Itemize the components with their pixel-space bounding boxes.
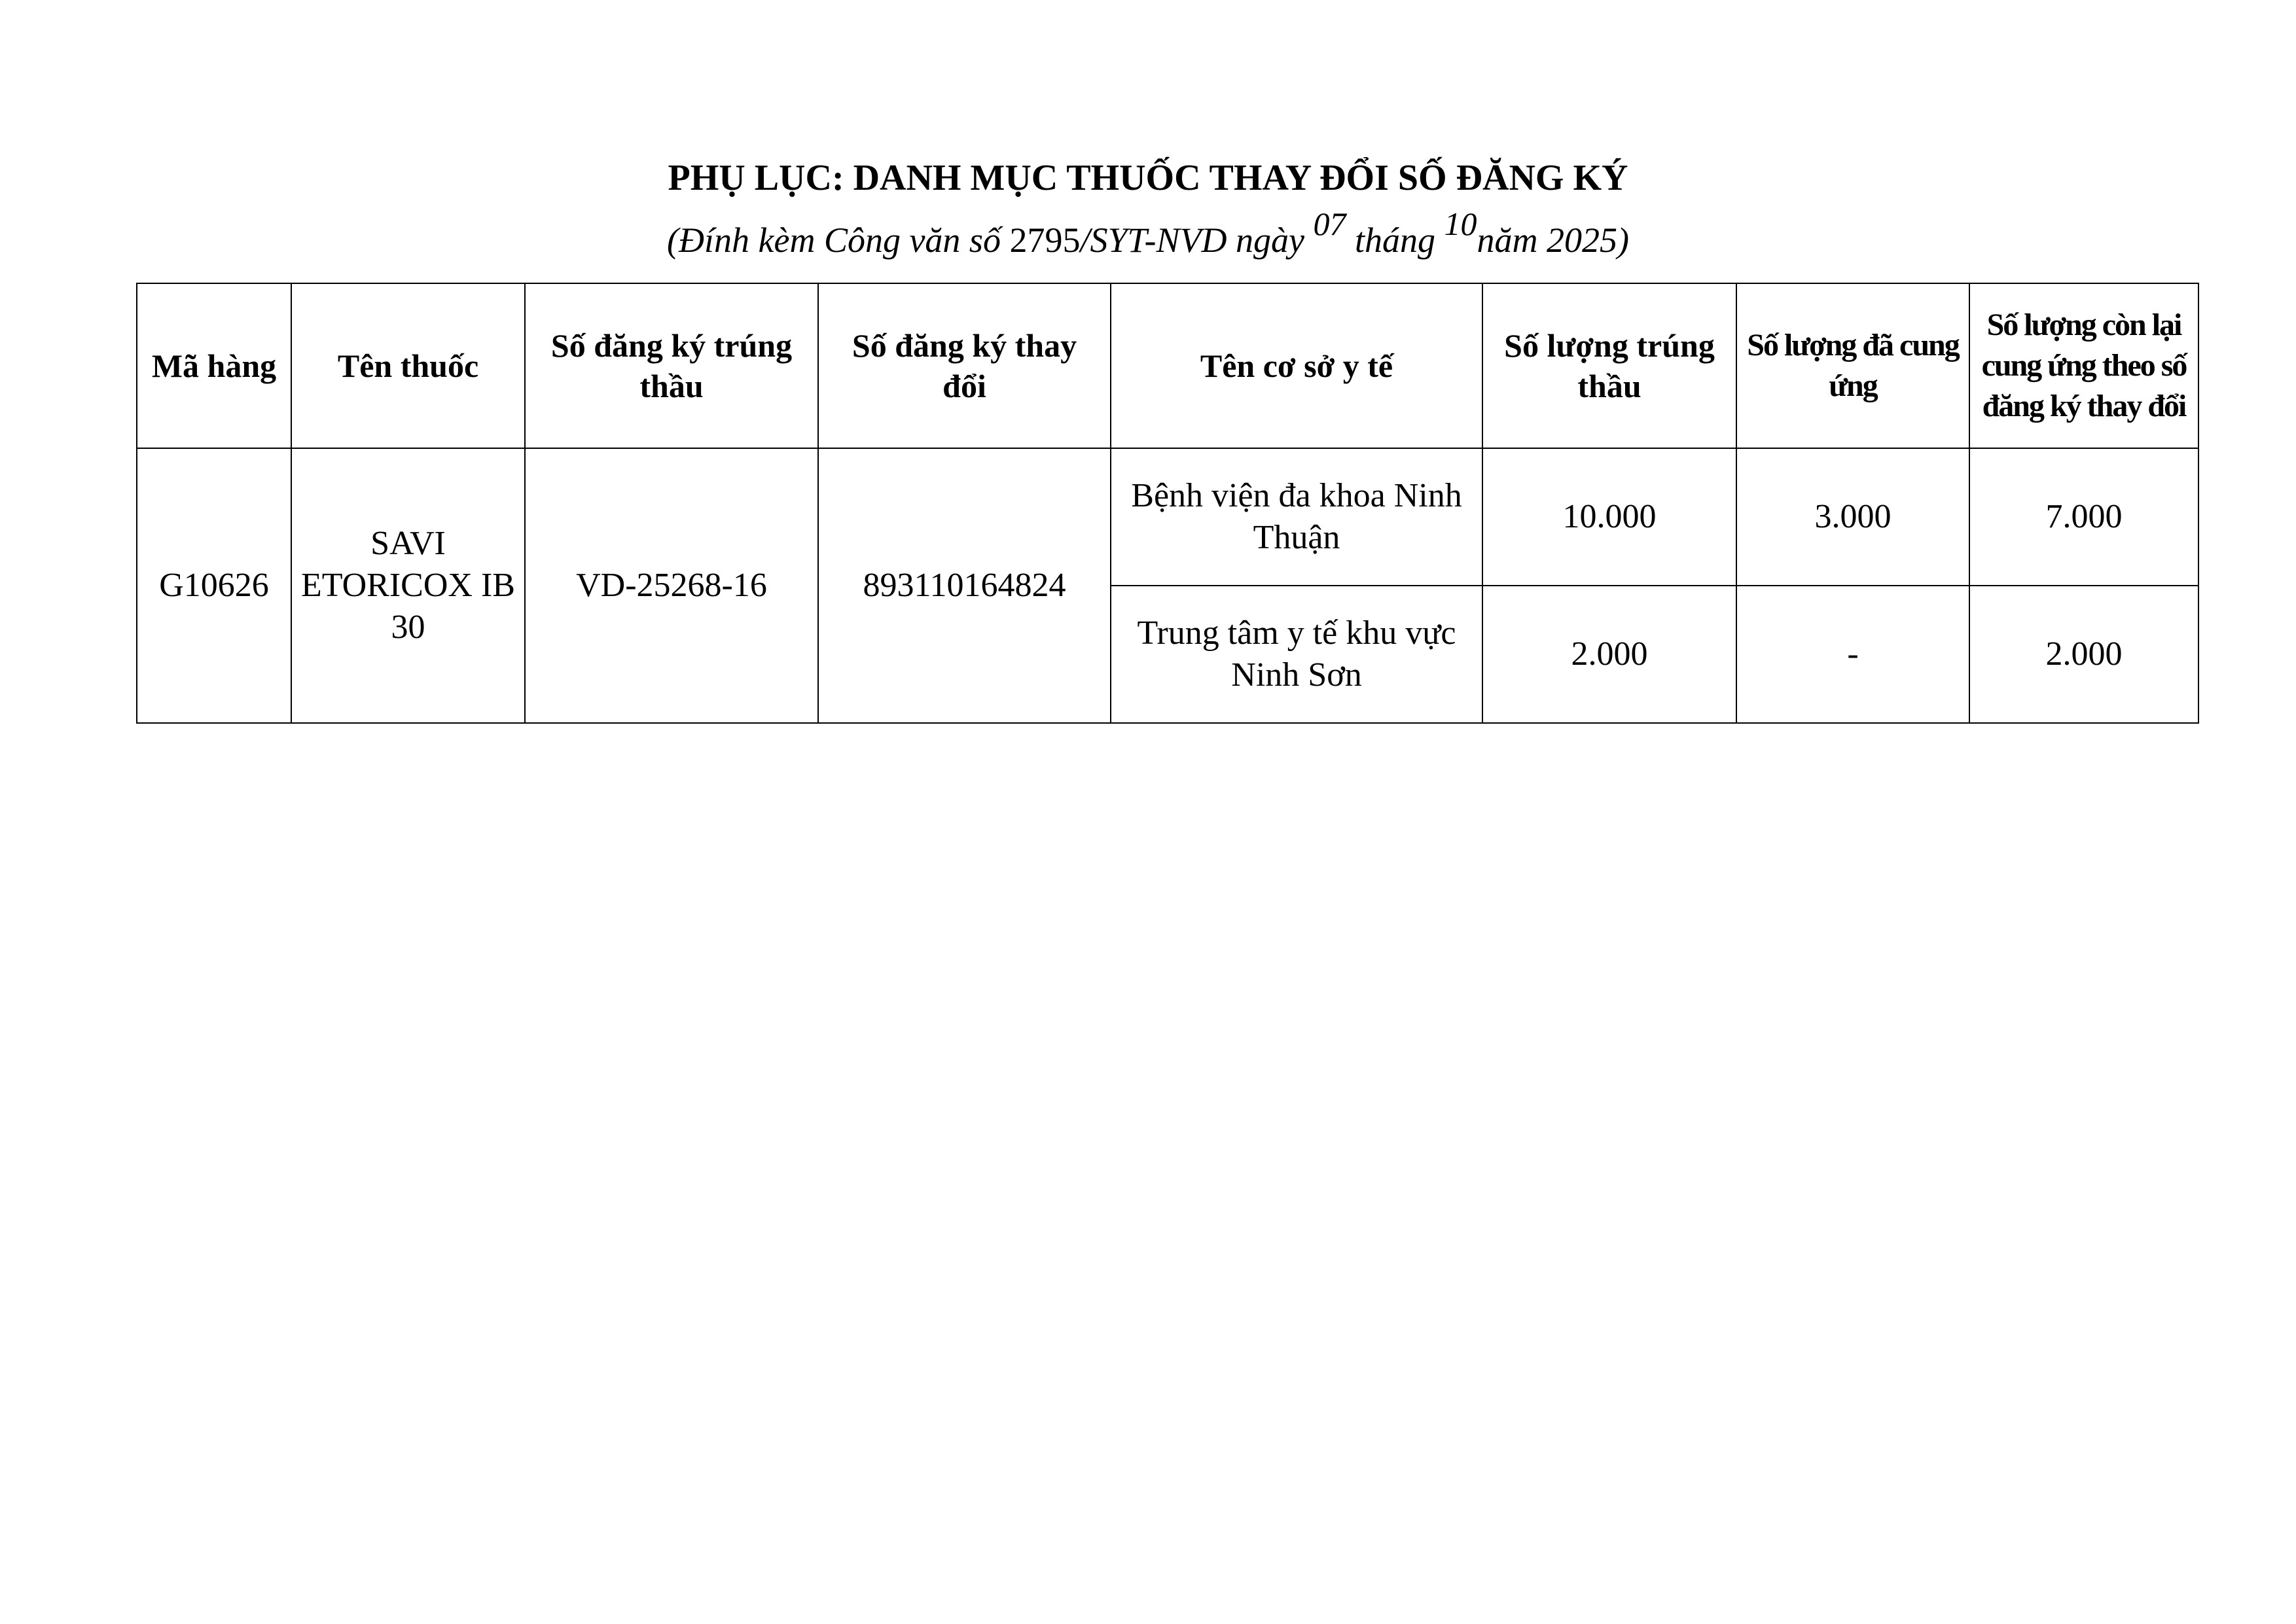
header-ma-hang: Mã hàng [137, 283, 291, 448]
cell-ten-thuoc: SAVI ETORICOX IB 30 [291, 448, 525, 723]
document-day: 07 [1313, 205, 1346, 242]
header-sdk-thay-doi: Số đăng ký thay đổi [818, 283, 1111, 448]
cell-so-luong-con-lai: 7.000 [1969, 448, 2198, 586]
header-ten-thuoc: Tên thuốc [291, 283, 525, 448]
document-year: năm 2025) [1477, 221, 1629, 260]
document-number: 2795 [1009, 221, 1081, 260]
cell-ten-co-so: Trung tâm y tế khu vực Ninh Sơn [1111, 586, 1482, 723]
header-ten-co-so: Tên cơ sở y tế [1111, 283, 1482, 448]
cell-so-luong-con-lai: 2.000 [1969, 586, 2198, 723]
document-code: /SYT-NVD ngày [1080, 221, 1314, 260]
cell-sdk-thay-doi: 893110164824 [818, 448, 1111, 723]
cell-sdk-trung-thau: VD-25268-16 [525, 448, 818, 723]
document-month: 10 [1444, 205, 1477, 242]
header-so-luong-da-cung-ung: Số lượng đã cung ứng [1736, 283, 1969, 448]
cell-so-luong-da-cung-ung: - [1736, 586, 1969, 723]
cell-so-luong-da-cung-ung: 3.000 [1736, 448, 1969, 586]
page-title: PHỤ LỤC: DANH MỤC THUỐC THAY ĐỔI SỐ ĐĂNG KÝ [668, 158, 1628, 198]
header-sdk-trung-thau: Số đăng ký trúng thầu [525, 283, 818, 448]
cell-so-luong-trung-thau: 2.000 [1482, 586, 1736, 723]
table-header-row [137, 283, 2198, 448]
table-row [137, 448, 2198, 586]
subtitle [0, 205, 2296, 270]
subtitle-prefix: (Đính kèm Công văn số [667, 221, 1010, 260]
header-so-luong-con-lai: Số lượng còn lại cung ứng theo số đăng ký thay đổi [1969, 283, 2198, 448]
month-label: tháng [1346, 221, 1444, 260]
cell-so-luong-trung-thau: 10.000 [1482, 448, 1736, 586]
header-so-luong-trung-thau: Số lượng trúng thầu [1482, 283, 1736, 448]
drug-registration-table [136, 283, 2199, 724]
cell-ten-co-so: Bệnh viện đa khoa Ninh Thuận [1111, 448, 1482, 586]
cell-ma-hang: G10626 [137, 448, 291, 723]
